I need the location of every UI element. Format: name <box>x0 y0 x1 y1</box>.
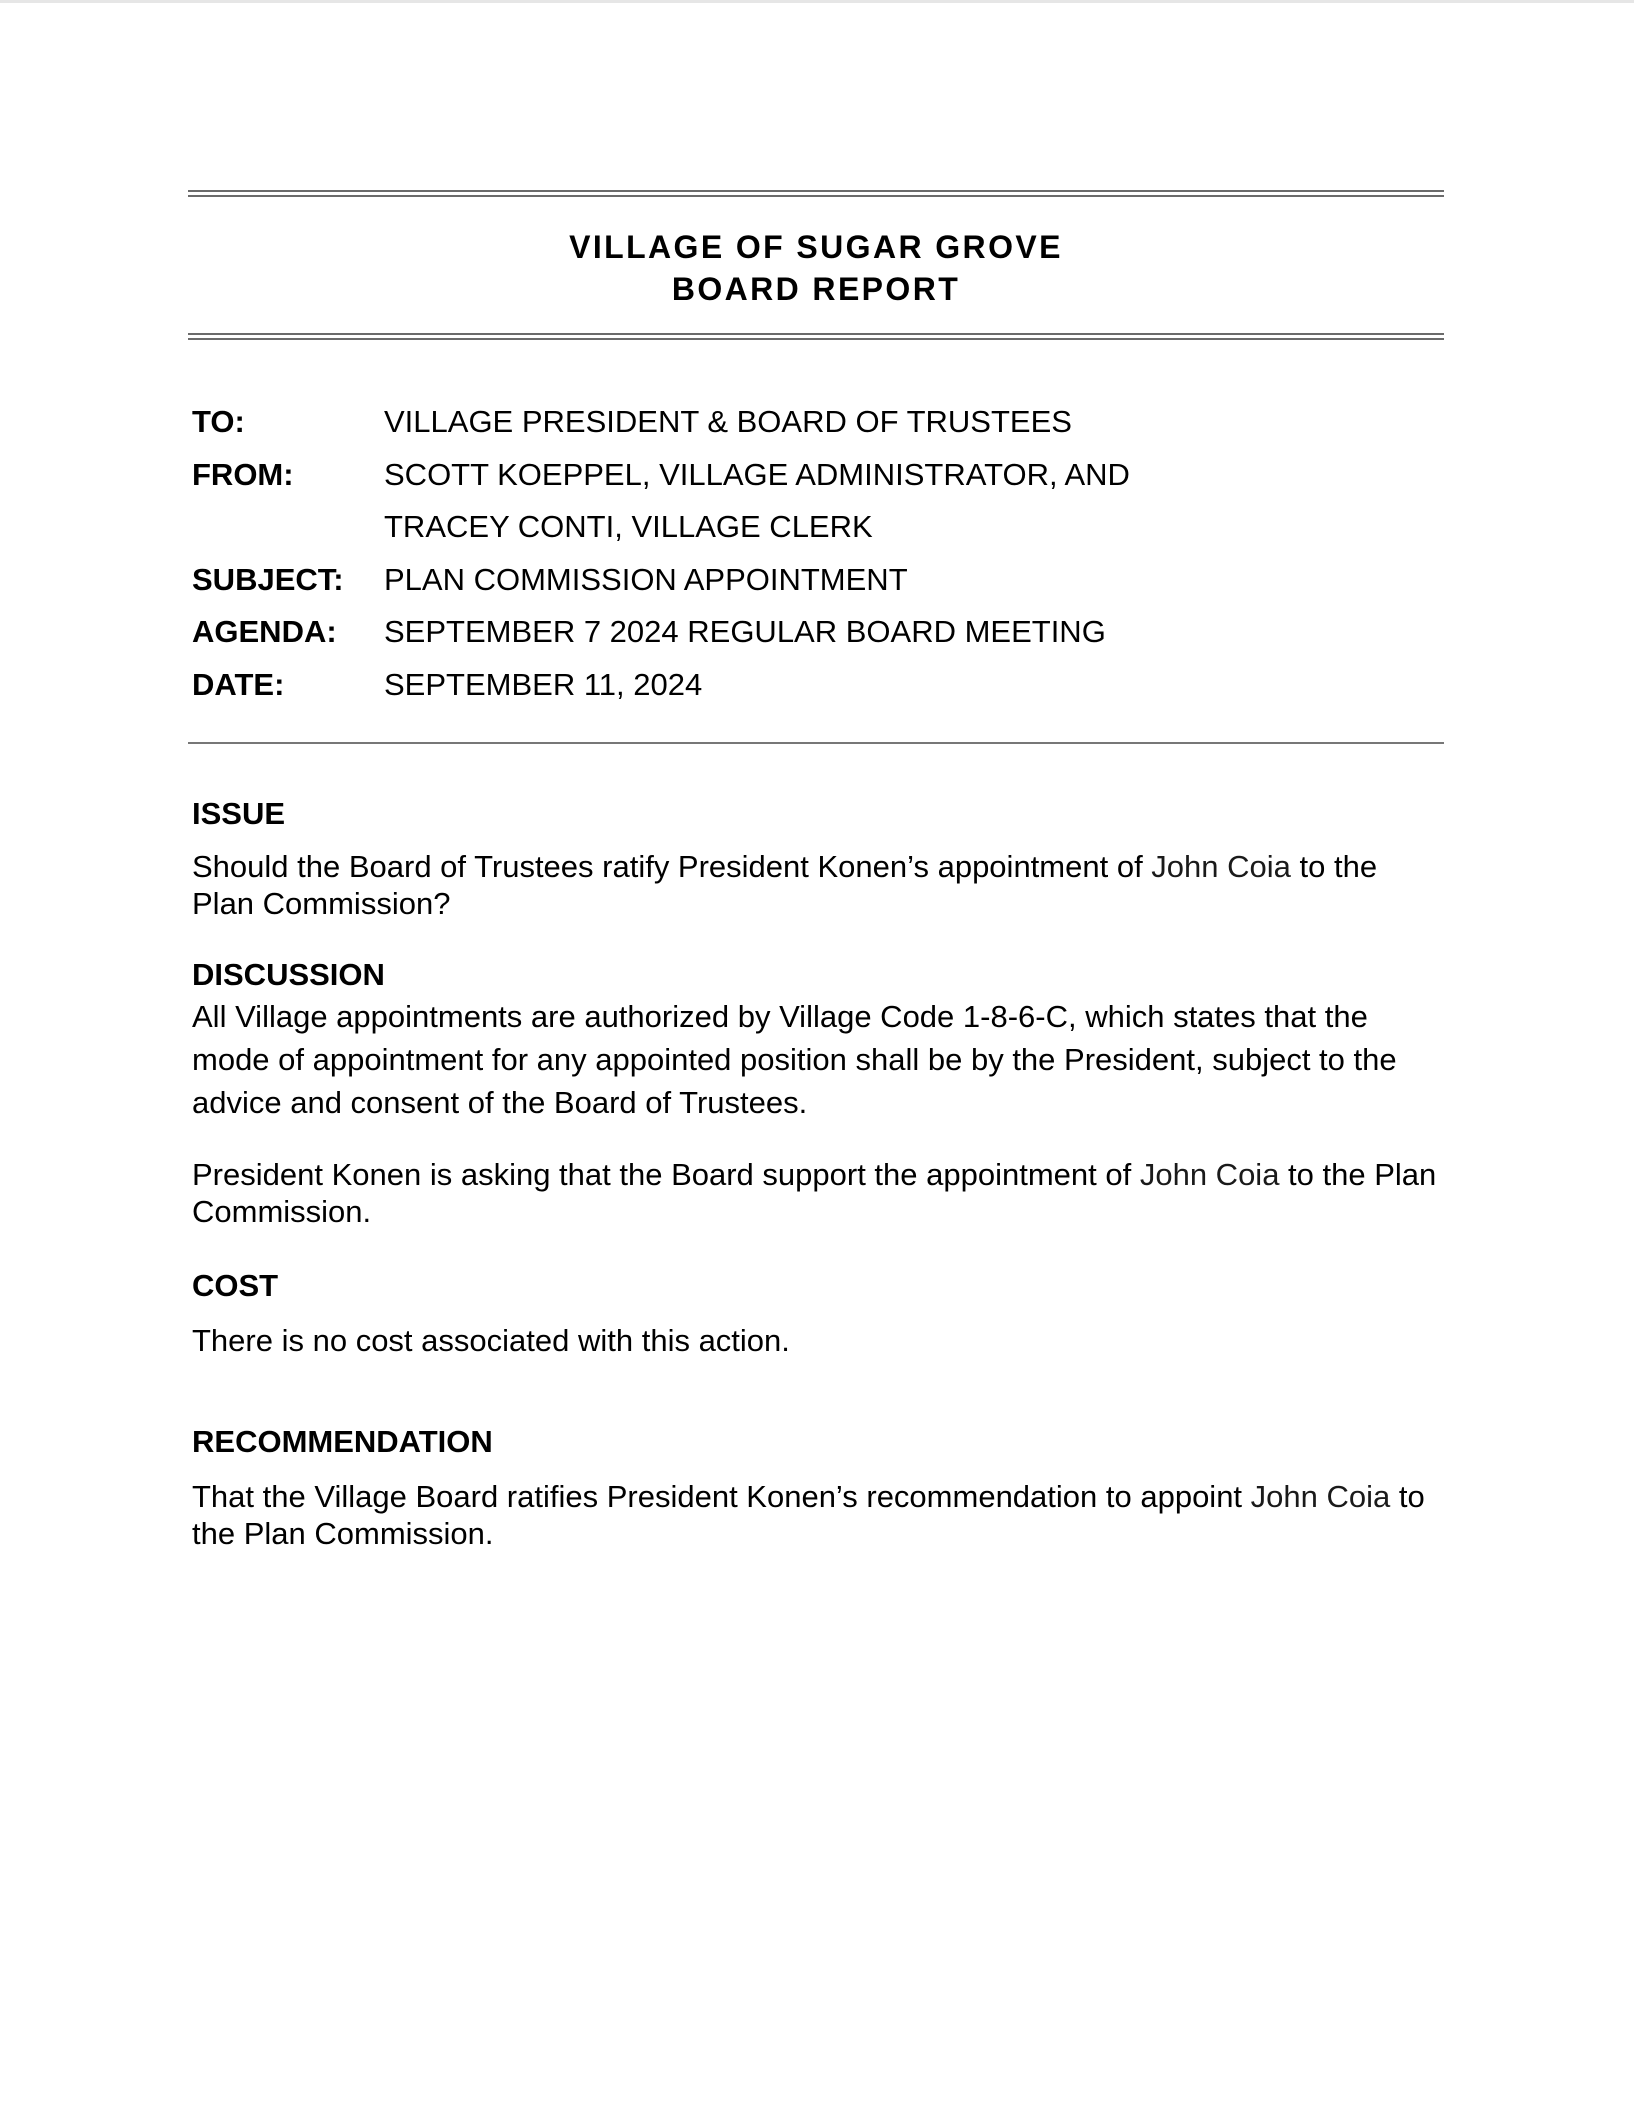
issue-text-end: to the Plan Commission? <box>192 849 1378 921</box>
issue-section <box>192 794 1444 922</box>
header-top-rule <box>188 190 1444 197</box>
memo-row-date <box>192 659 1444 712</box>
discussion-section <box>192 955 1444 1230</box>
memo-value: VILLAGE PRESIDENT & BOARD OF TRUSTEES <box>384 404 1072 439</box>
memo-block <box>192 396 1444 711</box>
appointee-name: John Coia <box>1151 849 1291 884</box>
page-top-edge <box>0 0 1634 3</box>
discussion-paragraph-2 <box>192 1156 1444 1230</box>
issue-text <box>192 848 1444 922</box>
memo-row-subject <box>192 554 1444 607</box>
memo-row-agenda <box>192 606 1444 659</box>
recommendation-text-start: That the Village Board ratifies President Konen’s recommendation to appoint <box>192 1479 1251 1514</box>
issue-text-start: Should the Board of Trustees ratify President Konen’s appointment of <box>192 849 1152 884</box>
memo-row-from <box>192 449 1444 502</box>
appointee-name: John Coia <box>1250 1479 1391 1514</box>
cost-text: There is no cost associated with this action. <box>192 1323 790 1358</box>
cost-heading: COST <box>192 1268 279 1303</box>
recommendation-heading: RECOMMENDATION <box>192 1424 493 1459</box>
memo-label: AGENDA: <box>192 614 337 649</box>
memo-row-from-continued <box>192 501 1444 554</box>
discussion-heading: DISCUSSION <box>192 957 385 992</box>
issue-heading: ISSUE <box>192 796 286 831</box>
organization-name: VILLAGE OF SUGAR GROVE <box>569 229 1063 265</box>
memo-label <box>192 501 384 554</box>
recommendation-text <box>192 1478 1444 1552</box>
memo-divider <box>188 742 1444 744</box>
discussion-text-end: to the Plan Commission. <box>192 1157 1437 1229</box>
discussion-paragraph-1: All Village appointments are authorized by Village Code 1-8-6-C, which states that the mode of appointment for any appointed position shall be by the President, subject to the advice and consent of the Board of Trustees. <box>192 999 1397 1120</box>
header-bottom-rule <box>188 333 1444 340</box>
memo-value: SCOTT KOEPPEL, VILLAGE ADMINISTRATOR, AND <box>384 456 1130 492</box>
recommendation-section <box>192 1422 1444 1552</box>
board-report-document <box>188 190 1444 1552</box>
recommendation-text-end: to the Plan Commission. <box>192 1479 1425 1551</box>
memo-value: PLAN COMMISSION APPOINTMENT <box>384 561 908 597</box>
memo-label: FROM: <box>192 456 294 492</box>
memo-value: SEPTEMBER 11, 2024 <box>384 666 703 702</box>
memo-row-to <box>192 396 1444 449</box>
memo-value: TRACEY CONTI, VILLAGE CLERK <box>384 509 873 544</box>
memo-label: SUBJECT: <box>192 561 344 597</box>
report-header <box>188 197 1444 333</box>
memo-label: DATE: <box>192 666 285 702</box>
cost-section <box>192 1266 1444 1359</box>
memo-label: TO: <box>192 404 245 439</box>
memo-value: SEPTEMBER 7 2024 REGULAR BOARD MEETING <box>384 614 1106 649</box>
report-title: BOARD REPORT <box>671 271 961 307</box>
appointee-name: John Coia <box>1139 1157 1280 1192</box>
discussion-text-start: President Konen is asking that the Board support the appointment of <box>192 1157 1140 1192</box>
